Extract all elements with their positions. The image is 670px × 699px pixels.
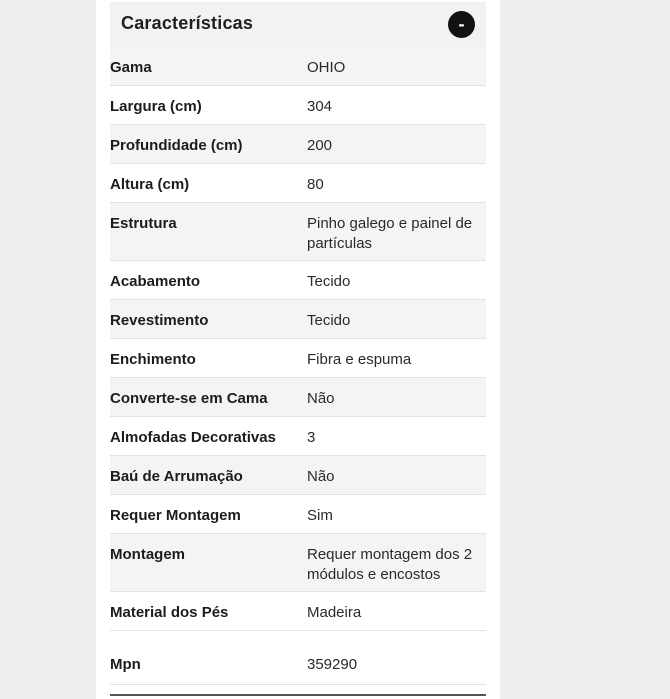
spec-value: Requer montagem dos 2 módulos e encostos (307, 546, 473, 583)
spec-row-bau (110, 456, 486, 495)
spec-value: Tecido (307, 312, 351, 329)
spec-value: Tecido (307, 273, 351, 290)
spec-row-estrutura (110, 203, 486, 261)
spec-row-acabamento (110, 261, 486, 300)
characteristics-header[interactable] (110, 2, 486, 49)
spec-label: Profundidade (cm) (110, 137, 243, 154)
spec-value: Pinho galego e painel de partículas (307, 215, 473, 252)
spec-label: Requer Montagem (110, 507, 241, 524)
spec-label: Largura (cm) (110, 98, 202, 115)
spec-row-montagem (110, 534, 486, 592)
section-divider (110, 694, 486, 696)
spec-row-mpn (110, 631, 486, 685)
spec-value: 304 (307, 98, 333, 115)
spec-label: Enchimento (110, 351, 196, 368)
spec-label: Mpn (110, 656, 141, 673)
spec-value: 200 (307, 137, 333, 154)
spec-row-converte-cama (110, 378, 486, 417)
spec-label: Montagem (110, 546, 185, 563)
spec-row-largura (110, 86, 486, 125)
spec-label: Estrutura (110, 215, 177, 232)
spec-label: Almofadas Decorativas (110, 429, 276, 446)
spec-rows (110, 47, 486, 685)
spec-value: OHIO (307, 59, 346, 76)
spec-label: Baú de Arrumação (110, 468, 243, 485)
spec-label: Converte-se em Cama (110, 390, 268, 407)
spec-label: Gama (110, 59, 152, 76)
spec-value: Madeira (307, 604, 362, 621)
spec-row-revestimento (110, 300, 486, 339)
spec-label: Acabamento (110, 273, 201, 290)
spec-row-enchimento (110, 339, 486, 378)
spec-row-gama (110, 47, 486, 86)
spec-label: Altura (cm) (110, 176, 190, 193)
section-title: Características (121, 13, 254, 33)
spec-row-altura (110, 164, 486, 203)
characteristics-section (110, 0, 486, 49)
spec-value: Não (307, 390, 335, 407)
spec-row-material-pes (110, 592, 486, 631)
spec-row-requer-montagem (110, 495, 486, 534)
spec-value: Sim (307, 507, 333, 524)
spec-value: Fibra e espuma (307, 351, 412, 368)
spec-row-profundidade (110, 125, 486, 164)
spec-value: 359290 (307, 656, 358, 673)
spec-value: Não (307, 468, 335, 485)
spec-row-almofadas (110, 417, 486, 456)
collapse-toggle-button[interactable]: - (448, 11, 475, 38)
product-details-card (96, 0, 500, 699)
spec-value: 3 (307, 429, 316, 446)
spec-label: Revestimento (110, 312, 209, 329)
spec-value: 80 (307, 176, 324, 193)
spec-label: Material dos Pés (110, 604, 229, 621)
